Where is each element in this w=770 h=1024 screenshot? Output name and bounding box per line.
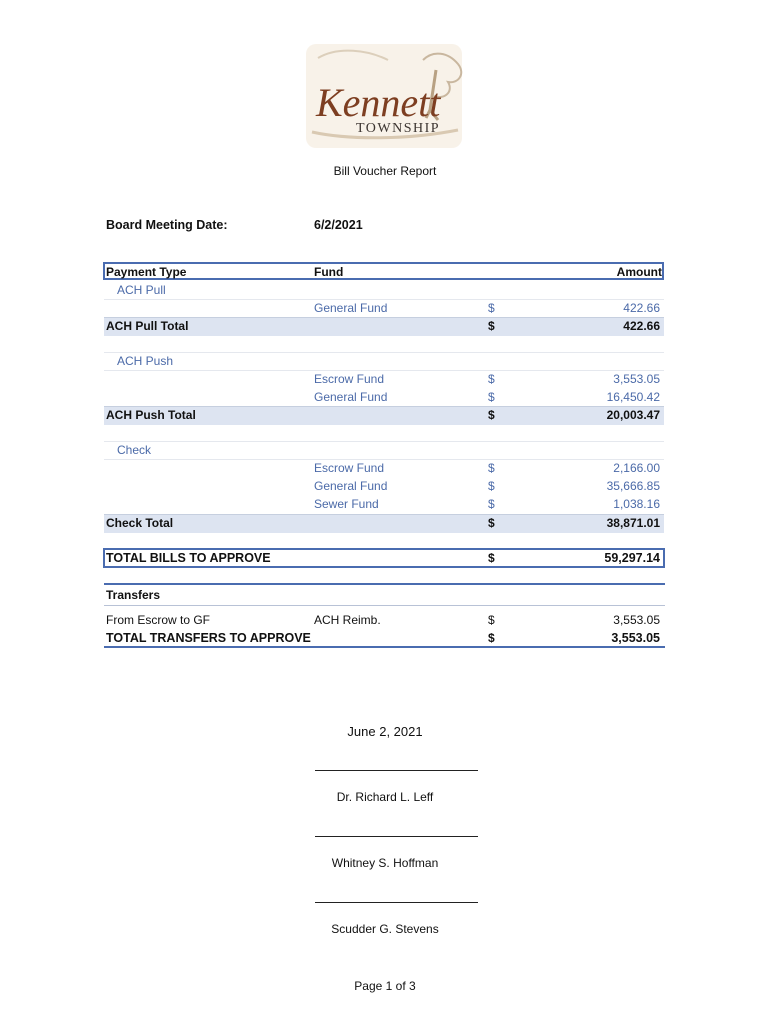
amount-value: 16,450.42 — [606, 390, 660, 404]
page-number: Page 1 of 3 — [354, 979, 416, 993]
dollar-sign: $ — [488, 551, 495, 565]
dollar-sign: $ — [488, 631, 495, 645]
amount-value: 35,666.85 — [606, 479, 660, 493]
amount-value: 3,553.05 — [613, 372, 660, 386]
transfer-total-label: TOTAL TRANSFERS TO APPROVE — [106, 631, 311, 645]
group-total-label: ACH Push Total — [106, 408, 196, 422]
fund-name: Escrow Fund — [314, 372, 385, 386]
dollar-sign: $ — [488, 390, 495, 404]
grand-total-value: 59,297.14 — [604, 551, 660, 565]
dollar-sign: $ — [488, 301, 495, 315]
amount-value: 1,038.16 — [613, 497, 660, 511]
column-header-payment-type: Payment Type — [106, 265, 187, 279]
signer-name: Scudder G. Stevens — [331, 922, 439, 936]
signature-line — [315, 770, 478, 771]
group-type-label: ACH Push — [117, 354, 174, 368]
svg-text:TOWNSHIP: TOWNSHIP — [356, 121, 441, 136]
fund-name: General Fund — [314, 479, 388, 493]
divider — [104, 646, 665, 648]
group-label-row — [104, 353, 664, 371]
amount-value: 2,166.00 — [613, 461, 660, 475]
transfer-total-value: 3,553.05 — [611, 631, 660, 645]
grand-total-label: TOTAL BILLS TO APPROVE — [106, 551, 271, 565]
group-total-row — [104, 317, 664, 336]
dollar-sign: $ — [488, 461, 495, 475]
table-row — [104, 371, 664, 389]
group-total-label: ACH Pull Total — [106, 319, 189, 333]
divider — [104, 583, 665, 585]
group-total-value: 20,003.47 — [606, 408, 660, 422]
meeting-date-value: 6/2/2021 — [314, 218, 363, 232]
dollar-sign: $ — [488, 613, 495, 627]
transfer-amount: 3,553.05 — [613, 613, 660, 627]
transfers-heading-row — [104, 587, 664, 605]
grand-total-row — [104, 550, 664, 568]
group-type-label: ACH Pull — [117, 283, 166, 297]
dollar-sign: $ — [488, 319, 495, 333]
dollar-sign: $ — [488, 516, 495, 530]
group-label-row — [104, 442, 664, 460]
transfer-fund: ACH Reimb. — [314, 613, 381, 627]
signer-name: Dr. Richard L. Leff — [336, 790, 434, 804]
group-total-row — [104, 514, 664, 533]
group-type-label: Check — [117, 443, 152, 457]
group-total-row — [104, 406, 664, 425]
table-row — [104, 300, 664, 318]
fund-name: General Fund — [314, 301, 388, 315]
signature-date: June 2, 2021 — [347, 724, 423, 739]
report-title: Bill Voucher Report — [333, 164, 437, 178]
fund-name: General Fund — [314, 390, 388, 404]
divider — [104, 605, 665, 606]
signer-name: Whitney S. Hoffman — [331, 856, 439, 870]
group-total-value: 38,871.01 — [606, 516, 660, 530]
dollar-sign: $ — [488, 497, 495, 511]
dollar-sign: $ — [488, 372, 495, 386]
fund-name: Escrow Fund — [314, 461, 385, 475]
amount-value: 422.66 — [623, 301, 660, 315]
group-total-value: 422.66 — [623, 319, 660, 333]
table-row — [104, 389, 664, 407]
svg-text:Kennett: Kennett — [316, 80, 441, 125]
table-row — [104, 478, 664, 496]
table-row — [104, 496, 664, 514]
table-header-border — [103, 262, 664, 280]
column-header-amount: Amount — [616, 265, 662, 279]
signature-line — [315, 836, 478, 837]
fund-name: Sewer Fund — [314, 497, 379, 511]
township-logo — [298, 40, 470, 152]
dollar-sign: $ — [488, 408, 495, 422]
column-header-fund: Fund — [314, 265, 344, 279]
group-label-row — [104, 282, 664, 300]
dollar-sign: $ — [488, 479, 495, 493]
group-total-label: Check Total — [106, 516, 174, 530]
transfer-row — [104, 612, 664, 630]
transfer-label: From Escrow to GF — [106, 613, 211, 627]
tree-seal-graphic — [298, 40, 470, 152]
signature-line — [315, 902, 478, 903]
meeting-date-label: Board Meeting Date: — [106, 218, 228, 232]
transfers-heading: Transfers — [106, 588, 161, 602]
table-row — [104, 460, 664, 478]
